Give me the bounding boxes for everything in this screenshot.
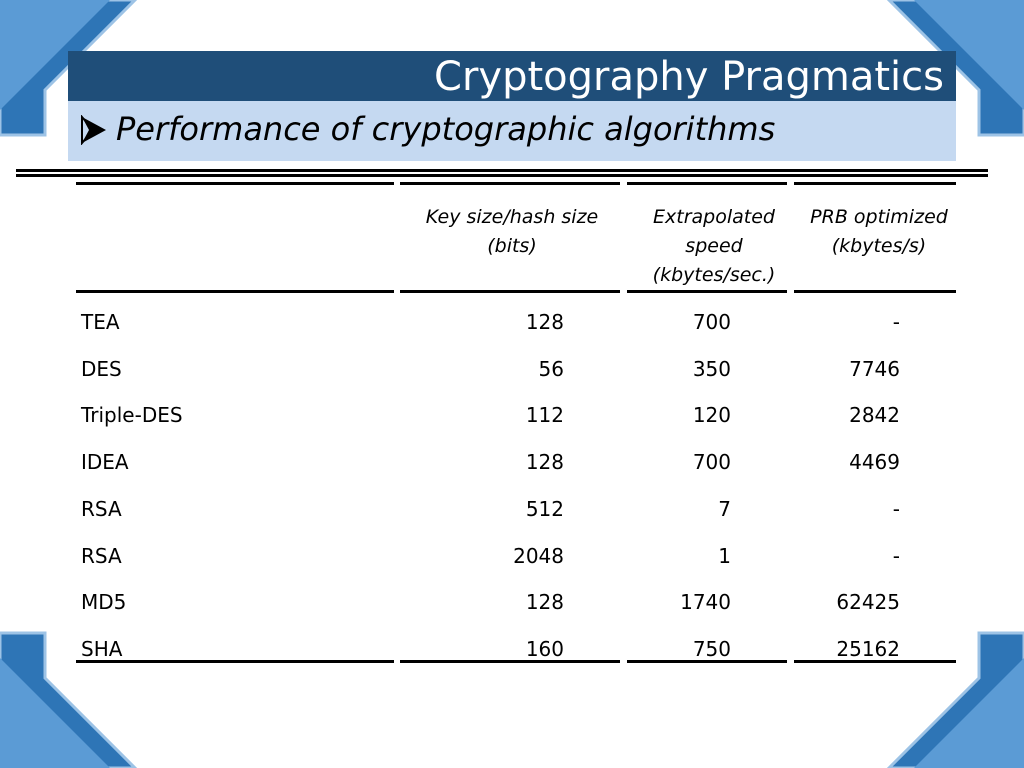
key-size-value: 160	[525, 637, 564, 661]
algorithm-name: IDEA	[81, 450, 129, 474]
header-key-size: Key size/hash size (bits)	[425, 206, 599, 257]
speed-value: 1740	[680, 590, 731, 614]
algorithm-name: RSA	[81, 544, 122, 568]
algorithm-name: SHA	[81, 637, 123, 661]
header-extrapolated-speed: Extrapolated speed (kbytes/sec.)	[652, 206, 776, 286]
optimized-value: 7746	[849, 357, 900, 381]
key-size-value: 112	[525, 403, 564, 427]
subtitle-bar	[68, 101, 956, 161]
arrow-bullet-icon	[80, 115, 108, 145]
speed-value: 350	[692, 357, 731, 381]
key-size-value: 128	[525, 450, 564, 474]
speed-value: 700	[692, 450, 731, 474]
header-prb-optimized: PRB optimized (kbytes/s)	[810, 206, 948, 257]
algorithm-name: MD5	[81, 590, 127, 614]
slide-title: Cryptography Pragmatics	[434, 54, 944, 100]
key-size-value: 128	[525, 310, 564, 334]
algorithm-name: TEA	[81, 310, 120, 334]
key-size-value: 56	[538, 357, 564, 381]
speed-value: 700	[692, 310, 731, 334]
optimized-value: -	[892, 310, 900, 334]
slide-subtitle: Performance of cryptographic algorithms	[116, 110, 776, 148]
title-bar	[68, 51, 956, 101]
speed-value: 120	[692, 403, 731, 427]
optimized-value: 4469	[849, 450, 900, 474]
speed-value: 7	[718, 497, 731, 521]
optimized-value: 25162	[836, 637, 900, 661]
algorithm-name: RSA	[81, 497, 122, 521]
optimized-value: 62425	[836, 590, 900, 614]
speed-value: 750	[692, 637, 731, 661]
optimized-value: -	[892, 544, 900, 568]
key-size-value: 2048	[513, 544, 564, 568]
speed-value: 1	[718, 544, 731, 568]
optimized-value: 2842	[849, 403, 900, 427]
key-size-value: 512	[525, 497, 564, 521]
key-size-value: 128	[525, 590, 564, 614]
optimized-value: -	[892, 497, 900, 521]
title-divider	[16, 169, 988, 177]
algorithm-name: DES	[81, 357, 122, 381]
algorithm-name: Triple-DES	[81, 403, 183, 427]
